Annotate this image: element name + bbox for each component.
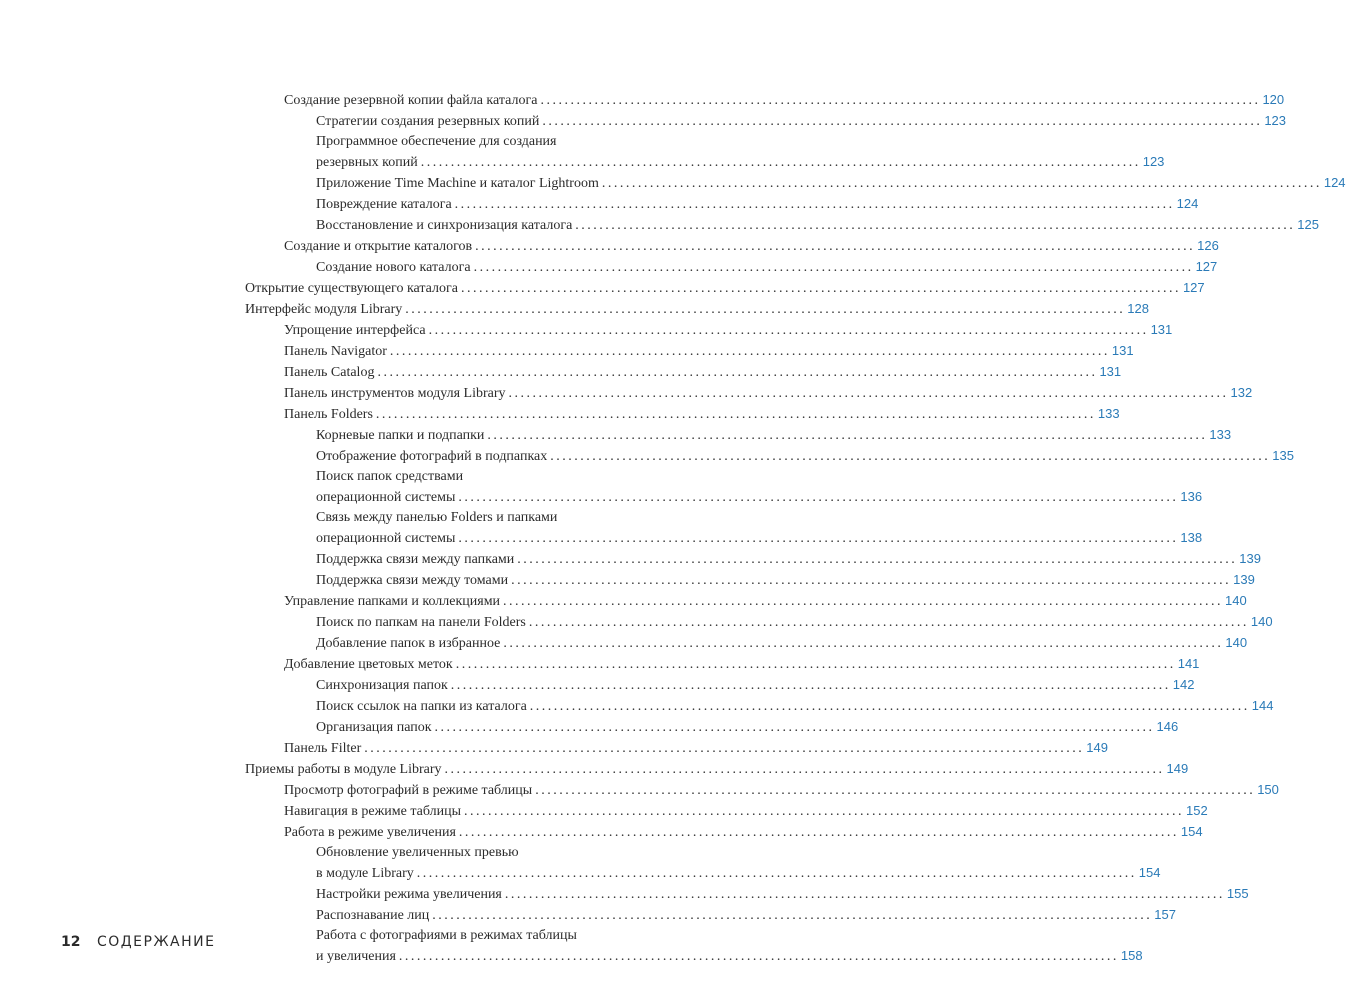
toc-entry-title: Добавление папок в избранное: [316, 636, 501, 651]
toc-entry[interactable]: [316, 446, 1294, 466]
dot-leader: ........................................................................................................................: [504, 887, 1225, 902]
toc-page-number[interactable]: 139: [1233, 572, 1255, 587]
toc-entry-title: Повреждение каталога: [316, 197, 452, 212]
toc-page-number[interactable]: 141: [1177, 656, 1200, 671]
toc-entry-title: Поиск ссылок на папки из каталога: [316, 699, 527, 714]
toc-entry[interactable]: [245, 299, 1149, 319]
toc-page-number[interactable]: 127: [1195, 259, 1218, 274]
toc-entry[interactable]: [316, 257, 1218, 277]
dot-leader: ........................................................................................................................: [432, 908, 1153, 923]
toc-entry[interactable]: [316, 696, 1274, 716]
toc-entry[interactable]: [245, 278, 1205, 298]
toc-entry[interactable]: [284, 383, 1253, 403]
toc-page-number[interactable]: 133: [1097, 406, 1120, 421]
toc-page-number[interactable]: 140: [1225, 635, 1248, 650]
toc-entry[interactable]: [284, 341, 1134, 361]
dot-leader: ........................................................................................................................: [428, 323, 1149, 338]
toc-page-number[interactable]: 152: [1186, 803, 1208, 818]
toc-entry-title-line: Связь между панелью Folders и папками: [316, 510, 558, 525]
toc-entry-title: Работа в режиме увеличения: [284, 825, 456, 840]
toc-page-number[interactable]: 125: [1297, 217, 1319, 232]
toc-entry[interactable]: [316, 843, 1161, 883]
toc-entry-title-line: Поиск папок средствами: [316, 469, 464, 484]
toc-page-number[interactable]: 146: [1156, 719, 1179, 734]
toc-entry-title: Синхронизация папок: [316, 678, 448, 693]
toc-entry-title: и увеличения: [316, 949, 396, 964]
dot-leader: ........................................................................................................................: [473, 260, 1194, 275]
toc-entry-title-line: Программное обеспечение для создания: [316, 134, 557, 149]
toc-entry-title: Упрощение интерфейса: [284, 323, 426, 338]
toc-page-number[interactable]: 154: [1180, 824, 1203, 839]
dot-leader: ........................................................................................................................: [444, 762, 1165, 777]
dot-leader: ........................................................................................................................: [550, 449, 1271, 464]
toc-page-number[interactable]: 135: [1272, 448, 1294, 463]
toc-entry[interactable]: [316, 425, 1232, 445]
toc-entry[interactable]: [284, 591, 1247, 611]
toc-entry-title: Панель Catalog: [284, 365, 375, 380]
toc-page-number[interactable]: 140: [1250, 614, 1273, 629]
toc-page-number[interactable]: 149: [1166, 761, 1189, 776]
toc-entry-title: резервных копий: [316, 155, 418, 170]
toc-page-number[interactable]: 155: [1226, 886, 1249, 901]
toc-entry[interactable]: [316, 717, 1179, 737]
toc-entry-title: Просмотр фотографий в режиме таблицы: [284, 783, 533, 798]
toc-page-number[interactable]: 157: [1154, 907, 1176, 922]
toc-entry[interactable]: [316, 173, 1346, 193]
dot-leader: ........................................................................................................................: [503, 594, 1224, 609]
toc-entry-title: Добавление цветовых меток: [284, 657, 453, 672]
dot-leader: ........................................................................................................................: [487, 428, 1208, 443]
toc-entry-title: Поиск по папкам на панели Folders: [316, 615, 526, 630]
toc-page-number[interactable]: 138: [1180, 530, 1203, 545]
toc-entry-title: Создание нового каталога: [316, 260, 471, 275]
dot-leader: ........................................................................................................................: [458, 825, 1179, 840]
toc-page-number[interactable]: 154: [1138, 865, 1161, 880]
toc-page-number[interactable]: 158: [1120, 948, 1143, 963]
toc-entry[interactable]: [284, 801, 1208, 821]
dot-leader: ........................................................................................................................: [575, 218, 1296, 233]
toc-page-number[interactable]: 123: [1142, 154, 1165, 169]
toc-page-number[interactable]: 128: [1127, 301, 1149, 316]
dot-leader: ........................................................................................................................: [416, 866, 1137, 881]
toc-entry-title: Поддержка связи между томами: [316, 573, 509, 588]
toc-entry-title: Отображение фотографий в подпапках: [316, 449, 548, 464]
dot-leader: ........................................................................................................................: [455, 657, 1176, 672]
toc-page-number[interactable]: 133: [1209, 427, 1232, 442]
toc-page-number[interactable]: 126: [1197, 238, 1219, 253]
toc-entry-title: Поддержка связи между папками: [316, 552, 515, 567]
toc-entry[interactable]: [316, 194, 1199, 214]
dot-leader: ........................................................................................................................: [475, 239, 1196, 254]
toc-entry-title-line: Обновление увеличенных превью: [316, 845, 519, 860]
toc-entry[interactable]: [284, 404, 1120, 424]
toc-page-number[interactable]: 149: [1086, 740, 1108, 755]
toc-entry-title: Создание резервной копии файла каталога: [284, 93, 538, 108]
toc-entry[interactable]: [284, 320, 1173, 340]
dot-leader: ........................................................................................................................: [458, 531, 1179, 546]
page-footer: [61, 932, 215, 952]
toc-entry-title: Стратегии создания резервных копий: [316, 114, 540, 129]
dot-leader: ........................................................................................................................: [420, 155, 1141, 170]
dot-leader: ........................................................................................................................: [375, 407, 1096, 422]
toc-entry[interactable]: [316, 926, 1143, 966]
dot-leader: ........................................................................................................................: [511, 573, 1232, 588]
toc-entry-title: Создание и открытие каталогов: [284, 239, 473, 254]
toc-entry-title: Корневые папки и подпапки: [316, 428, 485, 443]
toc-page-number[interactable]: 124: [1323, 175, 1346, 190]
dot-leader: ........................................................................................................................: [508, 386, 1229, 401]
dot-leader: ........................................................................................................................: [405, 302, 1126, 317]
toc-entry-title: Интерфейс модуля Library: [245, 302, 403, 317]
toc-entry-title: Настройки режима увеличения: [316, 887, 502, 902]
toc-entry-title: Навигация в режиме таблицы: [284, 804, 462, 819]
toc-entry-title: Распознавание лиц: [316, 908, 430, 923]
dot-leader: ........................................................................................................................: [454, 197, 1175, 212]
toc-entry[interactable]: [245, 759, 1189, 779]
dot-leader: ........................................................................................................................: [450, 678, 1171, 693]
toc-page-number[interactable]: 140: [1225, 593, 1247, 608]
toc-entry[interactable]: [284, 822, 1203, 842]
toc-entry-title: Организация папок: [316, 720, 432, 735]
toc-entry-title: операционной системы: [316, 531, 456, 546]
dot-leader: ........................................................................................................................: [434, 720, 1155, 735]
toc-entry[interactable]: [316, 570, 1255, 590]
toc-entry-title: операционной системы: [316, 490, 456, 505]
toc-entry[interactable]: [316, 215, 1319, 235]
toc-entry[interactable]: [284, 738, 1108, 758]
toc-page-number[interactable]: 142: [1172, 677, 1195, 692]
dot-leader: ........................................................................................................................: [377, 365, 1098, 380]
toc-entry-title-line: Работа с фотографиями в режимах таблицы: [316, 928, 577, 943]
toc-page-number[interactable]: 123: [1264, 113, 1287, 128]
toc-entry[interactable]: [316, 675, 1195, 695]
dot-leader: ........................................................................................................................: [464, 804, 1185, 819]
footer-section-label: СОДЕРЖАНИЕ: [96, 934, 216, 950]
footer-page-number: 12: [61, 934, 81, 950]
dot-leader: ........................................................................................................................: [398, 949, 1119, 964]
toc-entry[interactable]: [316, 508, 1203, 548]
toc-page-number[interactable]: 120: [1262, 92, 1285, 107]
toc-page-number[interactable]: 144: [1251, 698, 1274, 713]
toc-entry-title: Приемы работы в модуле Library: [245, 762, 442, 777]
toc-page-number[interactable]: 131: [1099, 364, 1122, 379]
dot-leader: ........................................................................................................................: [503, 636, 1224, 651]
toc-page-number[interactable]: 127: [1182, 280, 1205, 295]
dot-leader: ........................................................................................................................: [542, 114, 1263, 129]
toc-page-number[interactable]: 136: [1180, 489, 1203, 504]
toc-entry[interactable]: [316, 549, 1261, 569]
toc-entry[interactable]: [316, 467, 1203, 507]
dot-leader: ........................................................................................................................: [389, 344, 1110, 359]
toc-entry-title: Панель Navigator: [284, 344, 387, 359]
toc-entry-title: в модуле Library: [316, 866, 414, 881]
toc-entry-title: Открытие существующего каталога: [245, 281, 458, 296]
toc-page-number[interactable]: 124: [1176, 196, 1199, 211]
dot-leader: ........................................................................................................................: [529, 699, 1250, 714]
toc-entry[interactable]: [284, 236, 1219, 256]
toc-entry-title: Панель Folders: [284, 407, 373, 422]
toc-entry-title: Панель инструментов модуля Library: [284, 386, 506, 401]
toc-page-number[interactable]: 131: [1111, 343, 1134, 358]
toc-entry[interactable]: [316, 612, 1273, 632]
toc-page-number[interactable]: 139: [1239, 551, 1261, 566]
dot-leader: ........................................................................................................................: [460, 281, 1181, 296]
toc-entry-title: Панель Filter: [284, 741, 362, 756]
toc-entry[interactable]: [284, 362, 1122, 382]
dot-leader: ........................................................................................................................: [535, 783, 1256, 798]
dot-leader: ........................................................................................................................: [364, 741, 1085, 756]
toc-entry[interactable]: [284, 90, 1285, 110]
dot-leader: ........................................................................................................................: [540, 93, 1261, 108]
dot-leader: ........................................................................................................................: [458, 490, 1179, 505]
toc-entry-title: Управление папками и коллекциями: [284, 594, 501, 609]
toc-entry[interactable]: [316, 633, 1248, 653]
toc-page-number[interactable]: 150: [1257, 782, 1279, 797]
toc-entry[interactable]: [316, 111, 1287, 131]
toc-entry[interactable]: [284, 654, 1200, 674]
toc-entry-title: Восстановление и синхронизация каталога: [316, 218, 573, 233]
dot-leader: ........................................................................................................................: [528, 615, 1249, 630]
toc-page-number[interactable]: 132: [1230, 385, 1253, 400]
toc-entry[interactable]: [284, 780, 1279, 800]
dot-leader: ........................................................................................................................: [601, 176, 1322, 191]
dot-leader: ........................................................................................................................: [517, 552, 1238, 567]
toc-entry-title: Приложение Time Machine и каталог Lightroom: [316, 176, 599, 191]
toc-entry[interactable]: [316, 132, 1165, 172]
toc-entry[interactable]: [316, 884, 1249, 904]
toc-entry[interactable]: [316, 905, 1176, 925]
toc-page-number[interactable]: 131: [1150, 322, 1173, 337]
